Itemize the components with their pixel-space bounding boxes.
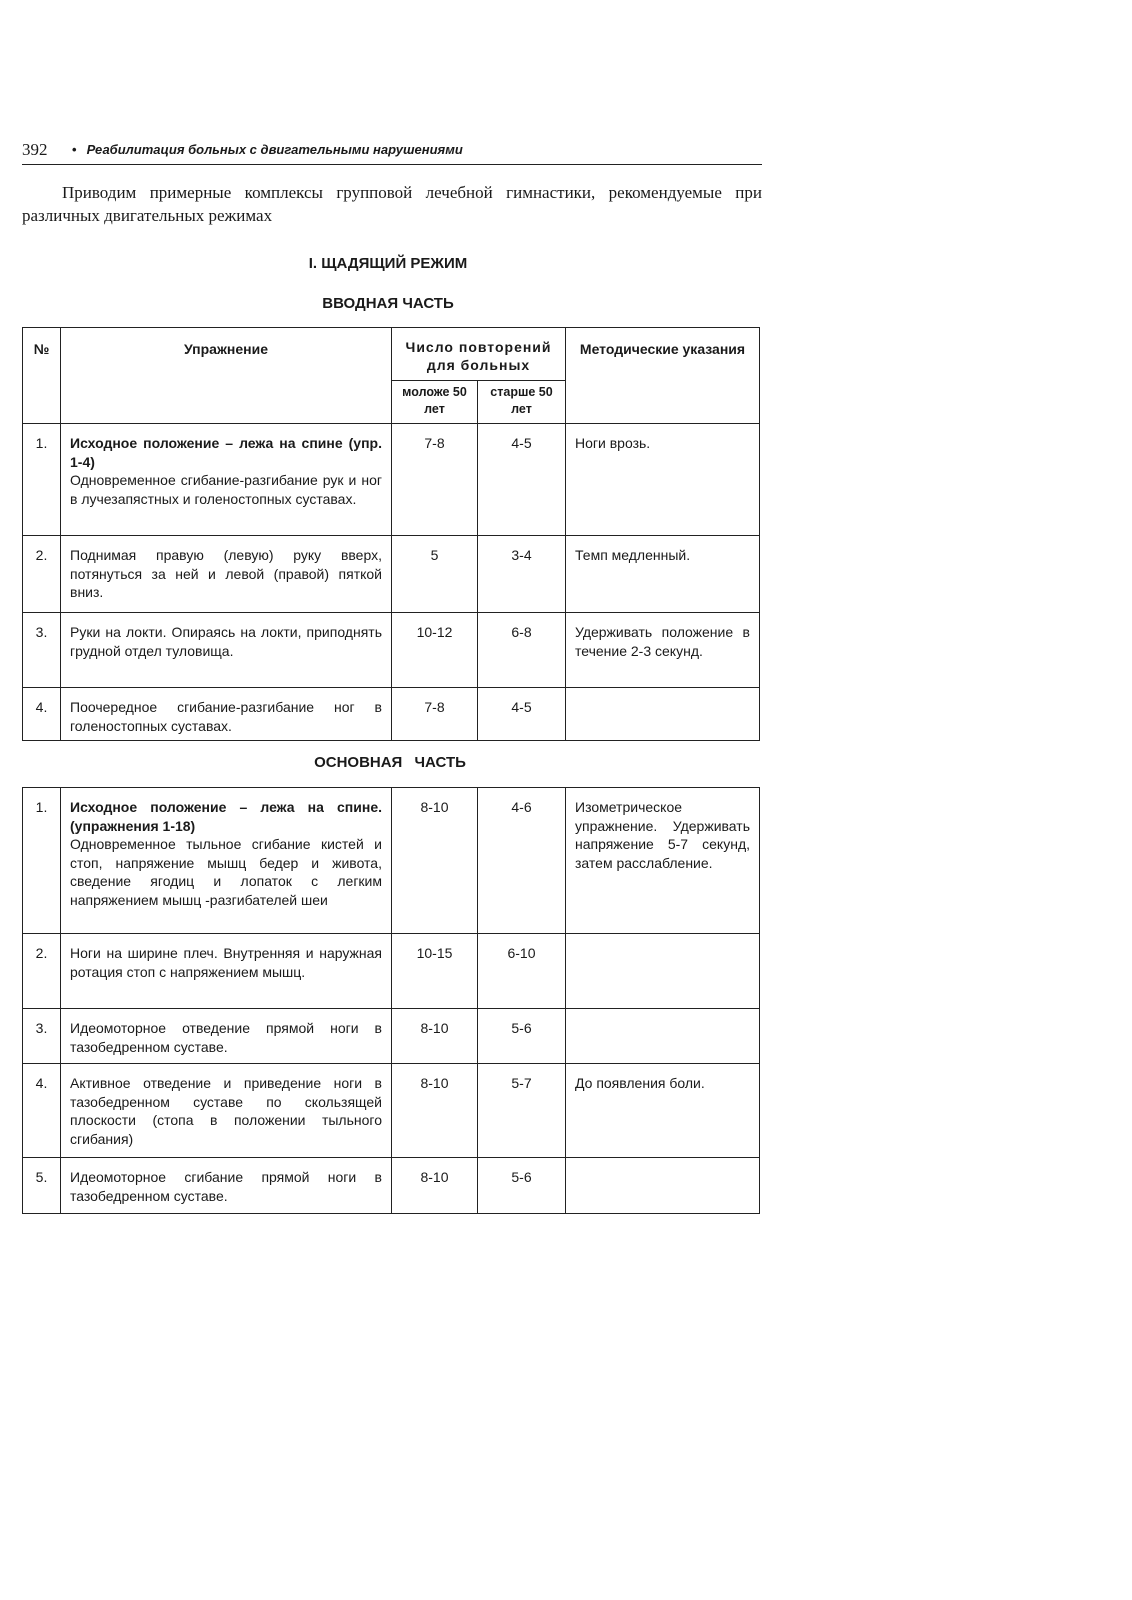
reps-younger: 10-12 <box>392 613 478 688</box>
intro-part-title: ВВОДНАЯ ЧАСТЬ <box>322 295 454 312</box>
exercise-description: Руки на локти. Опираясь на локти, приподнять грудной отдел туловища. <box>70 624 382 659</box>
table-row <box>23 1158 760 1214</box>
exercise-cell <box>61 1064 392 1158</box>
exercise-description: Одновременное сгибание-разгибание рук и ног в лучезапястных и голеностопных суставах. <box>70 472 382 507</box>
running-head <box>22 140 762 165</box>
main-part-body <box>23 788 760 1214</box>
reps-younger: 7-8 <box>392 688 478 741</box>
header-older: старше 50 лет <box>478 381 566 424</box>
table-row <box>23 934 760 1009</box>
reps-younger: 5 <box>392 536 478 613</box>
page-number: 392 <box>22 140 48 159</box>
row-number: 4. <box>23 1064 61 1158</box>
header-num: № <box>23 328 61 424</box>
exercise-cell <box>61 688 392 741</box>
table-row <box>23 424 760 536</box>
row-number: 2. <box>23 536 61 613</box>
exercise-cell <box>61 1158 392 1214</box>
method-note: Ноги врозь. <box>566 424 760 536</box>
header-repetitions: Число повторений для больных <box>392 328 566 381</box>
exercise-description: Поочередное сгибание-разгибание ног в голеностопных суставах. <box>70 699 382 734</box>
table-row <box>23 1009 760 1064</box>
reps-younger: 8-10 <box>392 788 478 934</box>
table-header-row <box>23 328 760 381</box>
running-title-text: Реабилитация больных с двигательными нарушениями <box>86 142 463 157</box>
row-number: 5. <box>23 1158 61 1214</box>
exercise-cell <box>61 424 392 536</box>
bullet-glyph: • <box>72 142 77 157</box>
reps-older: 3-4 <box>478 536 566 613</box>
reps-younger: 8-10 <box>392 1009 478 1064</box>
intro-part-body <box>23 424 760 741</box>
exercise-start-position: Исходное положение – лежа на спине. (упражнения 1-18) <box>70 799 382 834</box>
exercise-description: Ноги на ширине плеч. Внутренняя и наружная ротация стоп с напряжением мышц. <box>70 945 382 980</box>
row-number: 3. <box>23 613 61 688</box>
section-title: I. ЩАДЯЩИЙ РЕЖИМ <box>308 255 468 272</box>
header-exercise: Упражнение <box>61 328 392 424</box>
exercise-cell <box>61 934 392 1009</box>
exercise-description: Идеомоторное отведение прямой ноги в тазобедренном суставе. <box>70 1020 382 1055</box>
method-note: Темп медленный. <box>566 536 760 613</box>
reps-older: 4-5 <box>478 424 566 536</box>
main-part-title: ОСНОВНАЯ ЧАСТЬ <box>314 754 466 771</box>
intro-part-table <box>22 327 760 741</box>
table-row <box>23 613 760 688</box>
main-part-table <box>22 787 760 1214</box>
reps-older: 5-6 <box>478 1009 566 1064</box>
row-number: 2. <box>23 934 61 1009</box>
row-number: 3. <box>23 1009 61 1064</box>
reps-older: 5-7 <box>478 1064 566 1158</box>
method-note: До появления боли. <box>566 1064 760 1158</box>
header-notes: Методические указания <box>566 328 760 424</box>
exercise-cell <box>61 536 392 613</box>
reps-older: 6-10 <box>478 934 566 1009</box>
row-number: 4. <box>23 688 61 741</box>
method-note <box>566 1009 760 1064</box>
reps-older: 4-6 <box>478 788 566 934</box>
table-row <box>23 688 760 741</box>
reps-older: 4-5 <box>478 688 566 741</box>
row-number: 1. <box>23 788 61 934</box>
method-note: Удерживать положение в течение 2-3 секунд. <box>566 613 760 688</box>
exercise-description: Активное отведение и приведение ноги в тазобедренном суставе по скользящей плоскости (стопа в положении тыльного сгибания) <box>70 1075 382 1147</box>
table-row <box>23 788 760 934</box>
method-note <box>566 688 760 741</box>
exercise-description: Одновременное тыльное сгибание кистей и стоп, напряжение мышц бедер и живота, сведение ягодиц и лопаток с легким напряжением мышц -разгибателей шеи <box>70 836 382 908</box>
table-row <box>23 536 760 613</box>
method-note <box>566 1158 760 1214</box>
row-number: 1. <box>23 424 61 536</box>
exercise-cell <box>61 613 392 688</box>
exercise-description: Идеомоторное сгибание прямой ноги в тазобедренном суставе. <box>70 1169 382 1204</box>
exercise-start-position: Исходное положение – лежа на спине (упр. 1-4) <box>70 435 382 470</box>
reps-older: 5-6 <box>478 1158 566 1214</box>
reps-younger: 7-8 <box>392 424 478 536</box>
exercise-cell <box>61 788 392 934</box>
header-younger: моложе 50 лет <box>392 381 478 424</box>
exercise-cell <box>61 1009 392 1064</box>
table-row <box>23 1064 760 1158</box>
intro-paragraph: Приводим примерные комплексы групповой лечебной гимнастики, рекомендуемые при различных двигательных режимах <box>22 183 762 225</box>
reps-younger: 8-10 <box>392 1158 478 1214</box>
method-note: Изометрическое упражнение. Удерживать напряжение 5-7 секунд, затем расслабление. <box>566 788 760 934</box>
reps-younger: 10-15 <box>392 934 478 1009</box>
reps-younger: 8-10 <box>392 1064 478 1158</box>
reps-older: 6-8 <box>478 613 566 688</box>
running-title <box>72 142 463 157</box>
method-note <box>566 934 760 1009</box>
exercise-description: Поднимая правую (левую) руку вверх, потянуться за ней и левой (правой) пяткой вниз. <box>70 547 382 600</box>
